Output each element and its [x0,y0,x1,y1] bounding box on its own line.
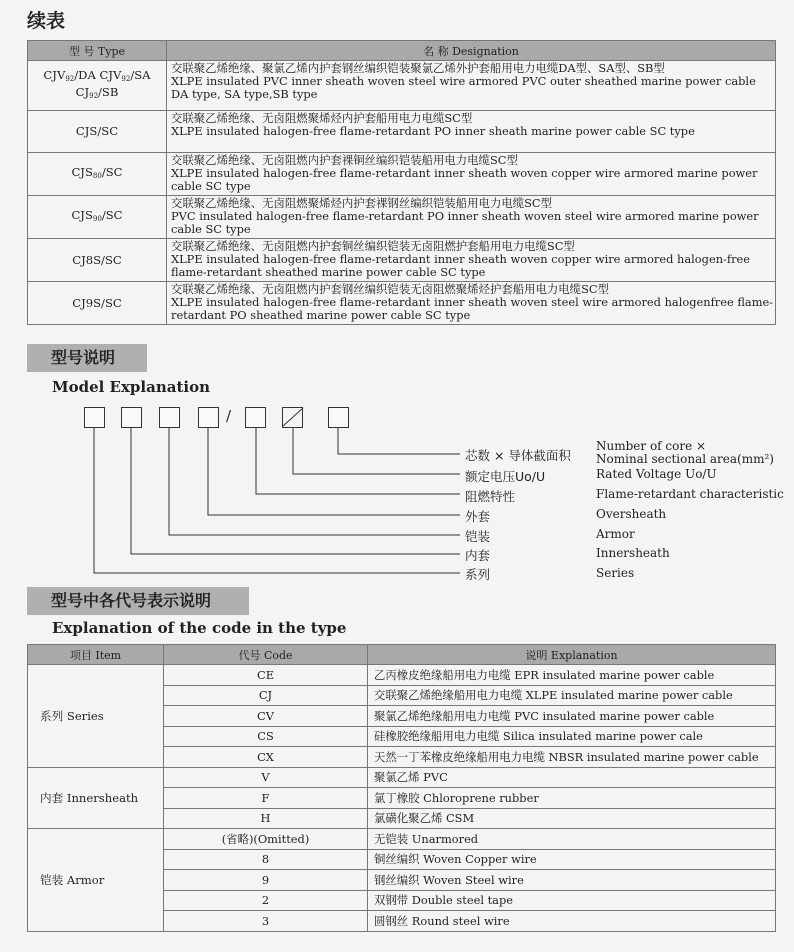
label-flame-en: Flame-retardant characteristic [596,487,784,501]
label-flame-cn: 阻燃特性 [465,489,516,504]
designation-cn: 交联聚乙烯绝缘、无卤阻燃内护套裸铜丝编织铠装船用电力电缆SC型 [171,153,518,167]
designation-en: XLPE insulated halogen-free flame-retardant inner sheath woven copper wire armored halogen-free flame-retardant sheathed marine power cable SC type [171,252,751,279]
label-cores-cn: 芯数 × 导体截面积 [465,448,571,463]
explanation-cell: 交联聚乙烯绝缘船用电力电缆 XLPE insulated marine power cable [368,685,776,706]
cores-box [328,407,349,428]
label-oversheath-en: Oversheath [596,507,667,521]
armor-box [159,407,180,428]
code-cell: CX [164,747,368,768]
label-armor-en: Armor [596,527,635,541]
code-cell: CJ [164,685,368,706]
code-cell: 3 [164,911,368,932]
code-row [28,767,776,788]
slash-separator: / [226,407,232,425]
designation-cn: 交联聚乙烯绝缘、无卤阻燃聚烯烃内护套船用电力电缆SC型 [171,111,473,125]
label-cores-en: Number of core × Nominal sectional area(mm²) [596,439,774,466]
explanation-cell: 双钢带 Double steel tape [368,890,776,911]
designation-en: XLPE insulated PVC inner sheath woven steel wire armored PVC outer sheathed marine power cable DA type, SA type,SB type [171,74,756,101]
explanation-cell: 铜丝编织 Woven Copper wire [368,849,776,870]
label-series-cn: 系列 [465,567,491,582]
code-cell: CE [164,665,368,686]
designation-cn: 交联聚乙烯绝缘、无卤阻燃聚烯烃内护套裸钢丝编织铠装船用电力电缆SC型 [171,196,553,210]
type-cell: CJ9S/SC [28,282,167,325]
code-header: 代号 Code [164,645,368,665]
label-voltage-cn: 额定电压Uo/U [465,469,546,484]
designation-cn: 交联聚乙烯绝缘、聚氯乙烯内护套钢丝编织铠装聚氯乙烯外护套船用电力电缆DA型、SA型、SB型 [171,61,665,75]
oversheath-box [198,407,219,428]
page-title: 续表 [27,10,66,32]
explanation-cell: 钢丝编织 Woven Steel wire [368,870,776,891]
explanation-cell: 聚氯乙烯 PVC [368,767,776,788]
type-header: 型 号 Type [28,41,167,61]
designation-en: PVC insulated halogen-free flame-retardant PO inner sheath woven steel wire armored marine power cable SC type [171,209,759,236]
explanation-cell: 圆钢丝 Round steel wire [368,911,776,932]
code-cell: 8 [164,849,368,870]
code-section-title: 型号中各代号表示说明 [27,587,249,615]
explanation-cell: 无铠装 Unarmored [368,829,776,850]
label-oversheath-cn: 外套 [465,509,491,524]
designation-cn: 交联聚乙烯绝缘、无卤阻燃内护套铜丝编织铠装无卤阻燃护套船用电力电缆SC型 [171,239,575,253]
label-armor-cn: 铠装 [465,529,491,544]
explanation-cell: 聚氯乙烯绝缘船用电力电缆 PVC insulated marine power cable [368,706,776,727]
code-cell: CS [164,726,368,747]
designation-header: 名 称 Designation [167,41,776,61]
designation-en: XLPE insulated halogen-free flame-retardant inner sheath woven copper wire armored marine power cable SC type [171,166,758,193]
explanation-cell: 氯丁橡胶 Chloroprene rubber [368,788,776,809]
flame-retardant-box [245,407,266,428]
type-cell: $CJV_{92}/DA$ $CJV_{92}/SA$ $CJ_{92}/SB$ [28,61,167,111]
explanation-cell: 乙丙橡皮绝缘船用电力电缆 EPR insulated marine power cable [368,665,776,686]
type-cell: CJ8S/SC [28,239,167,282]
model-section-subtitle: Model Explanation [52,378,211,396]
code-table [27,644,776,932]
label-series-en: Series [596,566,635,580]
designation-cn: 交联聚乙烯绝缘、无卤阻燃内护套钢丝编织铠装无卤阻燃聚烯烃护套船用电力电缆SC型 [171,282,609,296]
code-cell: 9 [164,870,368,891]
type-cell: $CJS_{90}/SC$ [28,196,167,239]
code-cell: V [164,767,368,788]
item-header: 项目 Item [28,645,164,665]
code-row [28,665,776,686]
label-innersheath-cn: 内套 [465,548,491,563]
label-voltage-en: Rated Voltage Uo/U [596,467,717,481]
item-cell: 系列 Series [28,665,164,768]
explanation-header: 说明 Explanation [368,645,776,665]
innersheath-box [121,407,142,428]
item-cell: 铠装 Armor [28,829,164,932]
designation-en: XLPE insulated halogen-free flame-retardant inner sheath woven steel wire armored halogenfree flame-retardant PO sheathed marine power cable SC type [171,295,774,322]
type-cell: $CJS_{80}/SC$ [28,153,167,196]
designation-en: XLPE insulated halogen-free flame-retardant PO inner sheath marine power cable SC type [171,124,695,138]
code-cell: 2 [164,890,368,911]
label-innersheath-en: Innersheath [596,546,670,560]
model-section-title: 型号说明 [27,344,147,372]
code-cell: CV [164,706,368,727]
rated-voltage-box [282,407,303,428]
code-cell: F [164,788,368,809]
type-cell: CJS/SC [28,111,167,153]
code-cell: (省略)(Omitted) [164,829,368,850]
explanation-cell: 硅橡胶绝缘船用电力电缆 Silica insulated marine power cale [368,726,776,747]
item-cell: 内套 Innersheath [28,767,164,829]
code-cell: H [164,808,368,829]
explanation-cell: 天然一丁苯橡皮绝缘船用电力电缆 NBSR insulated marine power cable [368,747,776,768]
code-row [28,829,776,850]
explanation-cell: 氯磺化聚乙烯 CSM [368,808,776,829]
code-section-subtitle: Explanation of the code in the type [52,619,347,637]
series-box [84,407,105,428]
